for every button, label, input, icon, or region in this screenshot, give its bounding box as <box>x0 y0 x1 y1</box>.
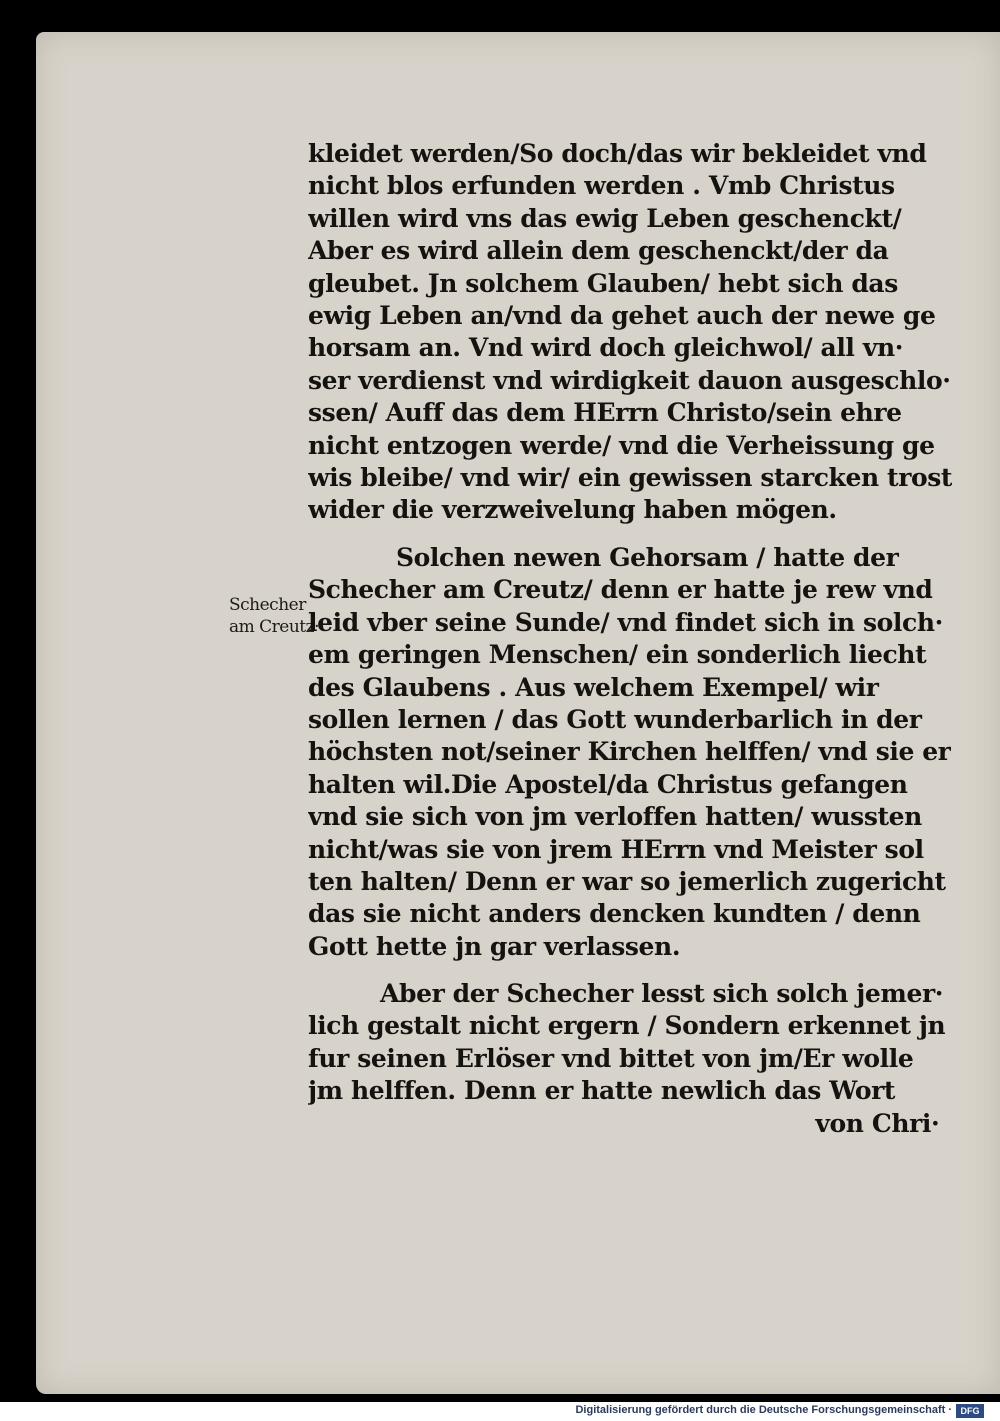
text-line: jm helffen. Denn er hatte newlich das Wort <box>308 1076 896 1106</box>
text-line: ser verdienst vnd wirdigkeit dauon ausgeschlo· <box>308 365 951 395</box>
footer-bar <box>0 1402 1000 1421</box>
text-line: nicht entzogen werde/ vnd die Verheissung ge <box>308 430 935 460</box>
paragraph-3 <box>308 978 945 1140</box>
paragraph-1 <box>308 138 952 527</box>
paragraph-2 <box>308 542 951 963</box>
text-line: wis bleibe/ vnd wir/ ein gewissen starcken trost <box>308 462 953 492</box>
text-line: ten halten/ Denn er war so jemerlich zugericht <box>308 866 946 896</box>
text-line: nicht/was sie von jrem HErrn vnd Meister sol <box>308 834 924 864</box>
text-line: ewig Leben an/vnd da gehet auch der newe ge <box>308 300 936 330</box>
text-line: halten wil.Die Apostel/da Christus gefangen <box>308 769 908 799</box>
catchword: von Chri· <box>815 1108 940 1138</box>
text-line: em geringen Menschen/ ein sonderlich liecht <box>308 640 927 670</box>
text-line: gleubet. Jn solchem Glauben/ hebt sich das <box>308 268 898 298</box>
text-line: ssen/ Auff das dem HErrn Christo/sein ehre <box>308 398 902 428</box>
text-line: sollen lernen / das Gott wunderbarlich in der <box>308 704 922 734</box>
text-line: fur seinen Erlöser vnd bittet von jm/Er wolle <box>308 1043 914 1073</box>
text-line: Schecher am Creutz/ denn er hatte je rew vnd <box>308 575 933 605</box>
text-line: kleidet werden/So doch/das wir bekleidet vnd <box>308 139 927 168</box>
text-line: leid vber seine Sunde/ vnd findet sich in solch· <box>308 607 943 637</box>
text-line: vnd sie sich von jm verloffen hatten/ wussten <box>308 802 922 832</box>
text-line: Solchen newen Gehorsam / hatte der <box>396 543 899 572</box>
text-line: des Glaubens . Aus welchem Exempel/ wir <box>308 672 879 702</box>
margin-note-line: Schecher <box>229 595 306 615</box>
text-line: lich gestalt nicht ergern / Sondern erkennet jn <box>308 1011 946 1041</box>
text-line: Aber der Schecher lesst sich solch jemer· <box>380 979 944 1008</box>
text-line: willen wird vns das ewig Leben geschenckt/ <box>308 203 902 233</box>
text-line: Gott hette jn gar verlassen. <box>308 931 681 961</box>
text-line: höchsten not/seiner Kirchen helffen/ vnd sie er <box>308 737 951 767</box>
margin-note-line: am Creutz· <box>229 617 319 637</box>
footer-credit: Digitalisierung gefördert durch die Deutsche Forschungsgemeinschaft · <box>575 1404 952 1416</box>
text-line: nicht blos erfunden werden . Vmb Christus <box>308 171 895 201</box>
text-line: horsam an. Vnd wird doch gleichwol/ all vn· <box>308 333 904 363</box>
dfg-logo: DFG <box>956 1404 984 1418</box>
text-line: das sie nicht anders dencken kundten / denn <box>308 899 921 929</box>
text-line: Aber es wird allein dem geschenckt/der da <box>308 236 889 266</box>
text-line: wider die verzweivelung haben mögen. <box>308 495 837 525</box>
